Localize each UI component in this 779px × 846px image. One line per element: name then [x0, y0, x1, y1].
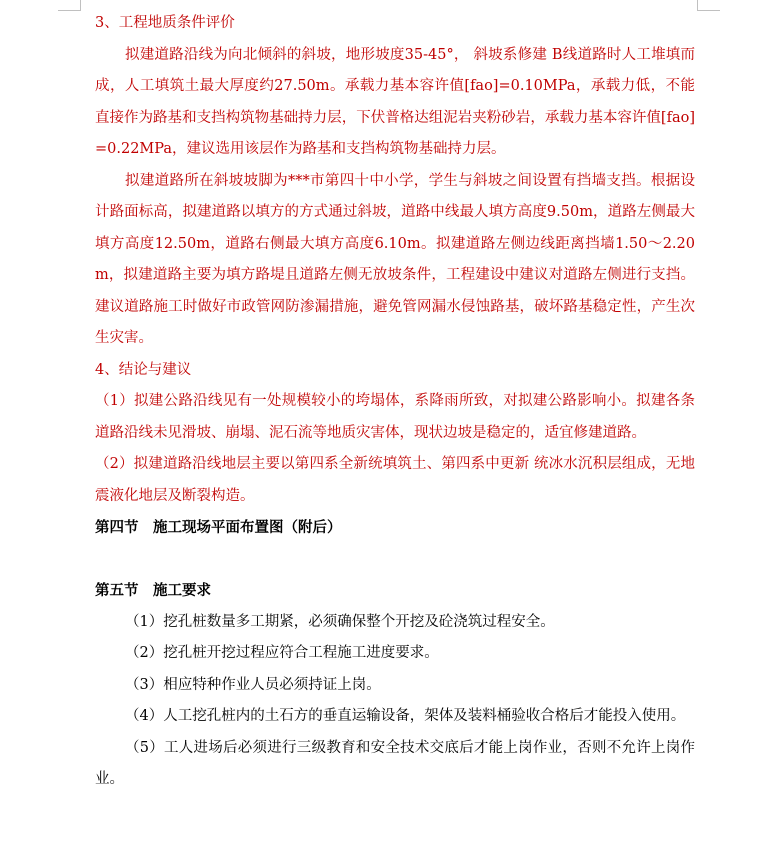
section-3-paragraph-1: 拟建道路沿线为向北倾斜的斜坡，地形坡度35-45°， 斜坡系修建 B线道路时人工堆填而成，人工填筑土最大厚度约27.50m。承载力基本容许值[fao]=0.10MPa，承载力低，不能直接作为路基和支挡构筑物基础持力层，下伏普格达组泥岩夹粉砂岩，承载力基本容许值[fao]=0.22MPa，建议选用该层作为路基和支挡构筑物基础持力层。 — [95, 46, 695, 157]
requirement-item-2: （2）挖孔桩开挖过程应符合工程施工进度要求。 — [125, 645, 439, 661]
requirement-item-5: （5）工人进场后必须进行三级教育和安全技术交底后才能上岗作业，否则不允许上岗作业。 — [95, 739, 695, 787]
section-5th-title: 第五节 施工要求 — [95, 582, 211, 599]
requirement-item-1: （1）挖孔桩数量多工期紧，必须确保整个开挖及砼浇筑过程安全。 — [125, 613, 555, 630]
crop-mark-right — [697, 0, 720, 11]
section-3-heading: 3、工程地质条件评价 — [95, 15, 235, 31]
requirement-item-4: （4）人工挖孔桩内的土石方的垂直运输设备，架体及装料桶验收合格后才能投入使用。 — [125, 708, 686, 724]
blank-line — [95, 544, 695, 576]
section-4-heading: 4、结论与建议 — [95, 361, 192, 378]
section-4-paragraph-1: （1）拟建公路沿线见有一处规模较小的垮塌体，系降雨所致，对拟建公路影响小。拟建各条道路沿线未见滑坡、崩塌、泥石流等地质灾害体，现状边坡是稳定的，适宜修建道路。 — [95, 393, 695, 441]
requirement-item-3: （3）相应特种作业人员必须持证上岗。 — [125, 676, 381, 693]
section-3-paragraph-2: 拟建道路所在斜坡坡脚为***市第四十中小学，学生与斜坡之间设置有挡墙支挡。根据设计路面标高，拟建道路以填方的方式通过斜坡，道路中线最人填方高度9.50m，道路左侧最大填方高度12.50m，道路右侧最大填方高度6.10m。拟建道路左侧边线距离挡墙1.50～2.20m，拟建道路主要为填方路堤且道路左侧无放坡条件，工程建设中建议对道路左侧进行支挡。建议道路施工时做好市政管网防渗漏措施，避免管网漏水侵蚀路基，破坏路基稳定性，产生次生灾害。 — [95, 172, 695, 346]
document-page — [95, 8, 695, 796]
section-4-paragraph-2: （2）拟建道路沿线地层主要以第四系全新统填筑土、第四系中更新 统冰水沉积层组成，无地震液化地层及断裂构造。 — [95, 456, 695, 504]
section-4th-title: 第四节 施工现场平面布置图（附后） — [95, 519, 342, 536]
crop-mark-left — [58, 0, 81, 11]
